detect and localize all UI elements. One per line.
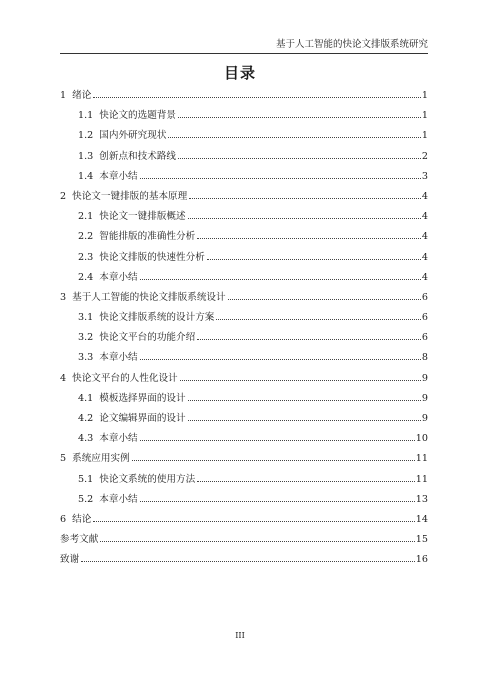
toc-entry-number: 2.3 xyxy=(78,251,94,263)
toc-entry-number: 2 xyxy=(60,190,67,202)
toc-entry-title: 模板选择界面的设计 xyxy=(99,392,186,404)
dot-leader xyxy=(178,117,421,118)
dot-leader xyxy=(188,218,421,219)
toc-entry-title: 本章小结 xyxy=(99,433,138,445)
toc-subentry[interactable] xyxy=(60,207,428,227)
toc-entry-number: 2.4 xyxy=(78,271,94,283)
toc-entry-title: 结论 xyxy=(72,513,92,525)
toc-entry-page: 16 xyxy=(415,554,428,566)
toc-entry-title: 致谢 xyxy=(60,554,80,566)
dot-leader xyxy=(132,460,415,461)
toc-entry-page: 1 xyxy=(421,130,428,142)
toc-subentry[interactable] xyxy=(60,308,428,328)
toc-entry-number: 3.1 xyxy=(78,312,94,324)
toc-entry-title: 快论文一键排版概述 xyxy=(99,211,186,223)
toc-subentry[interactable] xyxy=(60,389,428,409)
toc-entry-page: 4 xyxy=(421,271,428,283)
dot-leader xyxy=(81,561,415,562)
toc-entry-title: 快论文一键排版的基本原理 xyxy=(72,190,188,202)
header-rule xyxy=(60,53,428,54)
dot-leader xyxy=(140,501,415,502)
toc-entry-page: 4 xyxy=(421,231,428,243)
toc-entry[interactable] xyxy=(60,288,428,308)
toc-entry-page: 9 xyxy=(421,392,428,404)
toc-entry[interactable] xyxy=(60,86,428,106)
toc-entry-title: 创新点和技术路线 xyxy=(99,150,177,162)
dot-leader xyxy=(228,299,421,300)
toc-entry-title: 快论文平台的人性化设计 xyxy=(72,372,178,384)
dot-leader xyxy=(188,420,421,421)
dot-leader xyxy=(189,198,421,199)
toc-subentry[interactable] xyxy=(60,490,428,510)
toc-entry-number: 5.2 xyxy=(78,493,94,505)
toc-entry-page: 4 xyxy=(421,211,428,223)
toc-subentry[interactable] xyxy=(60,227,428,247)
toc-entry-title: 基于人工智能的快论文排版系统设计 xyxy=(72,291,226,303)
toc-entry[interactable] xyxy=(60,510,428,530)
toc-entry-title: 智能排版的准确性分析 xyxy=(99,231,196,243)
toc-entry-title: 本章小结 xyxy=(99,493,138,505)
toc-entry-page: 9 xyxy=(421,413,428,424)
toc-subentry[interactable] xyxy=(60,429,428,449)
running-header: 基于人工智能的快论文排版系统研究 xyxy=(275,39,428,50)
toc-entry-number: 5.1 xyxy=(78,473,94,485)
toc-entry-title: 本章小结 xyxy=(99,170,138,182)
toc-entry-title: 快论文排版的快速性分析 xyxy=(99,251,205,263)
dot-leader xyxy=(216,319,421,320)
toc-subentry[interactable] xyxy=(60,248,428,268)
dot-leader xyxy=(140,440,415,441)
toc-entry[interactable] xyxy=(60,369,428,389)
toc-entry-page: 6 xyxy=(421,291,428,303)
toc-entry-page: 8 xyxy=(421,352,428,364)
dot-leader xyxy=(197,481,415,482)
toc-entry-page: 2 xyxy=(421,150,428,162)
dot-leader xyxy=(100,541,414,542)
dot-leader xyxy=(93,521,414,522)
toc-subentry[interactable] xyxy=(60,268,428,288)
toc-entry-number: 1.1 xyxy=(78,110,94,122)
toc-entry-number: 4.3 xyxy=(78,433,94,445)
toc-entry-title: 论文编辑界面的设计 xyxy=(99,413,186,424)
toc-entry-title: 本章小结 xyxy=(99,352,138,364)
toc-entry-title: 本章小结 xyxy=(99,271,138,283)
toc-entry-page: 4 xyxy=(421,190,428,202)
toc-entry-page: 11 xyxy=(415,473,428,485)
toc-subentry[interactable] xyxy=(60,470,428,490)
toc-entry-number: 6 xyxy=(60,513,67,525)
dot-leader xyxy=(140,279,421,280)
toc-entry-title: 绪论 xyxy=(72,90,92,101)
toc-entry-number: 4.2 xyxy=(78,413,94,424)
toc-entry-page: 1 xyxy=(421,110,428,122)
dot-leader xyxy=(188,400,421,401)
toc-entry-page: 14 xyxy=(415,513,428,525)
toc-entry-number: 1.3 xyxy=(78,150,94,162)
toc-entry-title: 快论文系统的使用方法 xyxy=(99,473,196,485)
toc-entry-title: 快论文平台的功能介绍 xyxy=(99,332,196,344)
dot-leader xyxy=(168,137,420,138)
toc-subentry[interactable] xyxy=(60,106,428,126)
toc-entry-number: 1 xyxy=(60,90,67,101)
toc-entry-number: 1.2 xyxy=(78,130,94,142)
toc-entry-title: 参考文献 xyxy=(60,534,99,546)
toc-entry-page: 13 xyxy=(415,493,428,505)
toc-entry[interactable] xyxy=(60,530,428,550)
dot-leader xyxy=(197,339,421,340)
toc-entry-page: 6 xyxy=(421,332,428,344)
dot-leader xyxy=(140,178,421,179)
toc-entry-title: 国内外研究现状 xyxy=(99,130,167,142)
toc-entry-title: 快论文排版系统的设计方案 xyxy=(99,312,215,324)
toc-title: 目录 xyxy=(223,64,256,82)
toc-entry-title: 系统应用实例 xyxy=(72,453,130,465)
dot-leader xyxy=(197,238,421,239)
toc-subentry[interactable] xyxy=(60,409,428,429)
toc-entry-number: 4 xyxy=(60,372,67,384)
toc-subentry[interactable] xyxy=(60,348,428,368)
toc-entry-title: 快论文的选题背景 xyxy=(99,110,177,122)
toc-entry[interactable] xyxy=(60,550,428,570)
toc-entry-number: 3.3 xyxy=(78,352,94,364)
page-number: III xyxy=(235,631,245,640)
toc-entry-number: 3.2 xyxy=(78,332,94,344)
toc-entry-number: 2.2 xyxy=(78,231,94,243)
toc-subentry[interactable] xyxy=(60,147,428,167)
toc-entry[interactable] xyxy=(60,449,428,469)
dot-leader xyxy=(140,359,421,360)
toc-entry-page: 3 xyxy=(421,170,428,182)
toc-entry-page: 15 xyxy=(415,534,428,546)
toc-subentry[interactable] xyxy=(60,126,428,146)
dot-leader xyxy=(180,380,421,381)
toc-subentry[interactable] xyxy=(60,167,428,187)
toc-entry-page: 4 xyxy=(421,251,428,263)
toc-entry-page: 10 xyxy=(415,433,428,445)
toc-subentry[interactable] xyxy=(60,328,428,348)
toc-entry-number: 1.4 xyxy=(78,170,94,182)
toc-entry[interactable] xyxy=(60,187,428,207)
toc-entry-page: 11 xyxy=(415,453,428,465)
dot-leader xyxy=(93,97,421,98)
table-of-contents xyxy=(60,86,428,571)
dot-leader xyxy=(207,259,421,260)
toc-entry-number: 2.1 xyxy=(78,211,94,223)
toc-entry-page: 9 xyxy=(421,372,428,384)
toc-entry-number: 3 xyxy=(60,291,67,303)
toc-entry-number: 5 xyxy=(60,453,67,465)
toc-entry-page: 1 xyxy=(421,90,428,101)
toc-entry-page: 6 xyxy=(421,312,428,324)
dot-leader xyxy=(178,158,421,159)
toc-entry-number: 4.1 xyxy=(78,392,94,404)
